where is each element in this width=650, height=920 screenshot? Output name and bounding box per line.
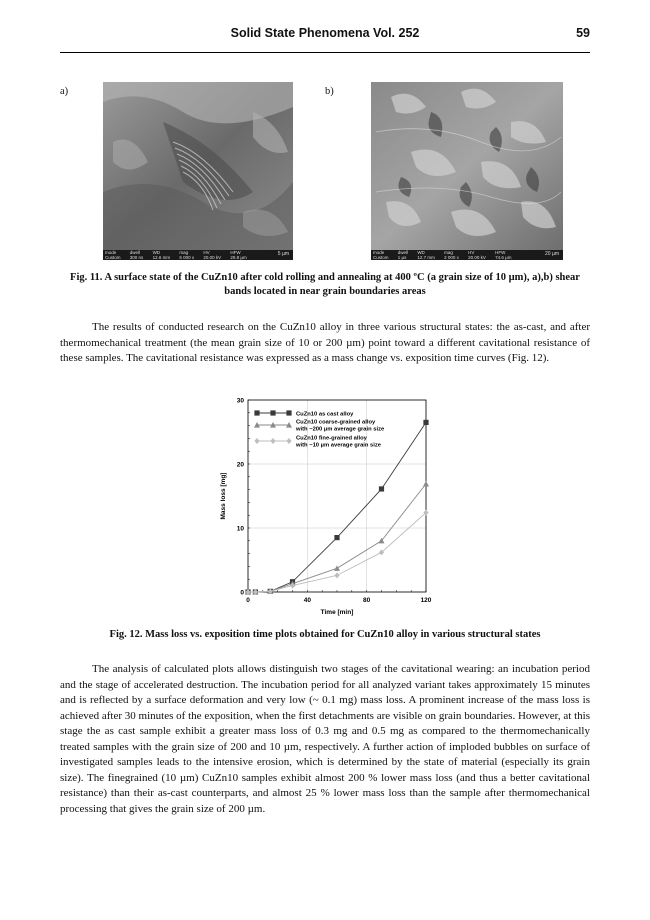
paragraph-1: The results of conducted research on the CuZn10 alloy in three various structural states: the as-cast, and after thermomechanical treatment (the mean grain size of 10 or 200 µm) point toward a different cavitational resistance of these samples. The cavitational resistance was expressed as a mass change vs. exposition time curves (Fig. 12).	[60, 321, 590, 364]
figure-12-caption: Fig. 12. Mass loss vs. exposition time plots obtained for CuZn10 alloy in various structural states	[109, 629, 541, 640]
legend-label-line2: with ~200 µm average grain size	[296, 426, 385, 433]
legend-marker	[254, 438, 259, 444]
x-tick-label: 120	[420, 597, 432, 604]
x-axis-label: Time [min]	[320, 609, 354, 616]
data-point	[334, 565, 340, 571]
data-point	[379, 486, 384, 491]
data-point	[423, 481, 429, 487]
series-line-3	[248, 513, 426, 592]
legend-label: CuZn10 as cast alloy	[296, 411, 354, 418]
x-tick-label: 80	[363, 597, 371, 604]
sem-databar-b: mode Custom dwell 1 µs WD 12.7 mm mag 2 000 x HV 20.00 kV HFW 74.6 µm 20 µm	[371, 250, 563, 260]
legend-marker	[286, 410, 291, 415]
data-point	[423, 420, 428, 425]
sem-image-b	[371, 82, 563, 260]
sem-texture-b	[371, 82, 563, 250]
page-header	[60, 22, 590, 53]
journal-title: Solid State Phenomena Vol. 252	[230, 26, 420, 40]
page-number: 59	[576, 26, 590, 40]
legend-marker	[270, 438, 275, 444]
y-axis-label: Mass loss [mg]	[220, 472, 227, 520]
mass-loss-chart	[215, 392, 440, 624]
y-tick-label: 10	[236, 525, 244, 533]
sem-texture-a	[103, 82, 293, 250]
figure-11-caption: Fig. 11. A surface state of the CuZn10 after cold rolling and annealing at 400 ºC (a grain size of 10 µm), a),b) shear bands located in near grain boundaries areas	[70, 272, 580, 297]
panel-label-a: a)	[60, 86, 69, 97]
x-tick-label: 0	[246, 597, 250, 604]
legend-marker	[270, 410, 275, 415]
scale-bar-a: 5 µm	[277, 251, 289, 257]
y-tick-label: 20	[236, 461, 244, 469]
scale-bar-b: 20 µm	[545, 251, 559, 257]
y-tick-label: 30	[236, 397, 244, 405]
legend-label: CuZn10 fine-grained alloy	[296, 435, 367, 442]
legend-label: CuZn10 coarse-grained alloy	[296, 419, 376, 426]
data-point	[334, 535, 339, 540]
legend-marker	[254, 410, 259, 415]
y-tick-label: 0	[240, 589, 244, 597]
data-point	[334, 572, 339, 578]
panel-label-b: b)	[325, 86, 334, 97]
legend-marker	[286, 438, 291, 444]
paragraph-2: The analysis of calculated plots allows distinguish two stages of the cavitational wearing: an incubation period and the stage of accelerated destruction. The incubation period for all analyzed variant takes approximately 15 minutes and is reflected by a surface deformation and very low (~ 0.1 mg) mass loss. A prominent increase of the mass loss is achieved after 30 minutes of the exposition, when the first detachments are visible on grain boundaries. However, at this stage the as cast sample exhibit a greater mass loss of 0.3 mg and 0.5 mg as compared to the thermomechanically treated samples with the grain size of 200 and 10 µm, respectively. A further action of imploded bubbles on surface of investigated samples leads to the intensive erosion, which is determined by the state of material (especially its grain size). The finegrained (10 µm) CuZn10 samples exhibit almost 200 % lower mass loss (and thus a better cavitational resistance) than their as-cast counterparts, and almost 25 % lower mass loss than the sample after thermomechanical processing that gives the grain size of 200 µm.	[60, 663, 590, 815]
sem-image-a	[103, 82, 293, 260]
x-tick-label: 40	[303, 597, 311, 604]
legend-label-line2: with ~10 µm average grain size	[296, 442, 382, 449]
sem-databar-a: mode Custom dwell 300 ns WD 12.6 mm mag 5 000 x HV 20.00 kV HFW 29.8 µm 5 µm	[103, 250, 293, 260]
